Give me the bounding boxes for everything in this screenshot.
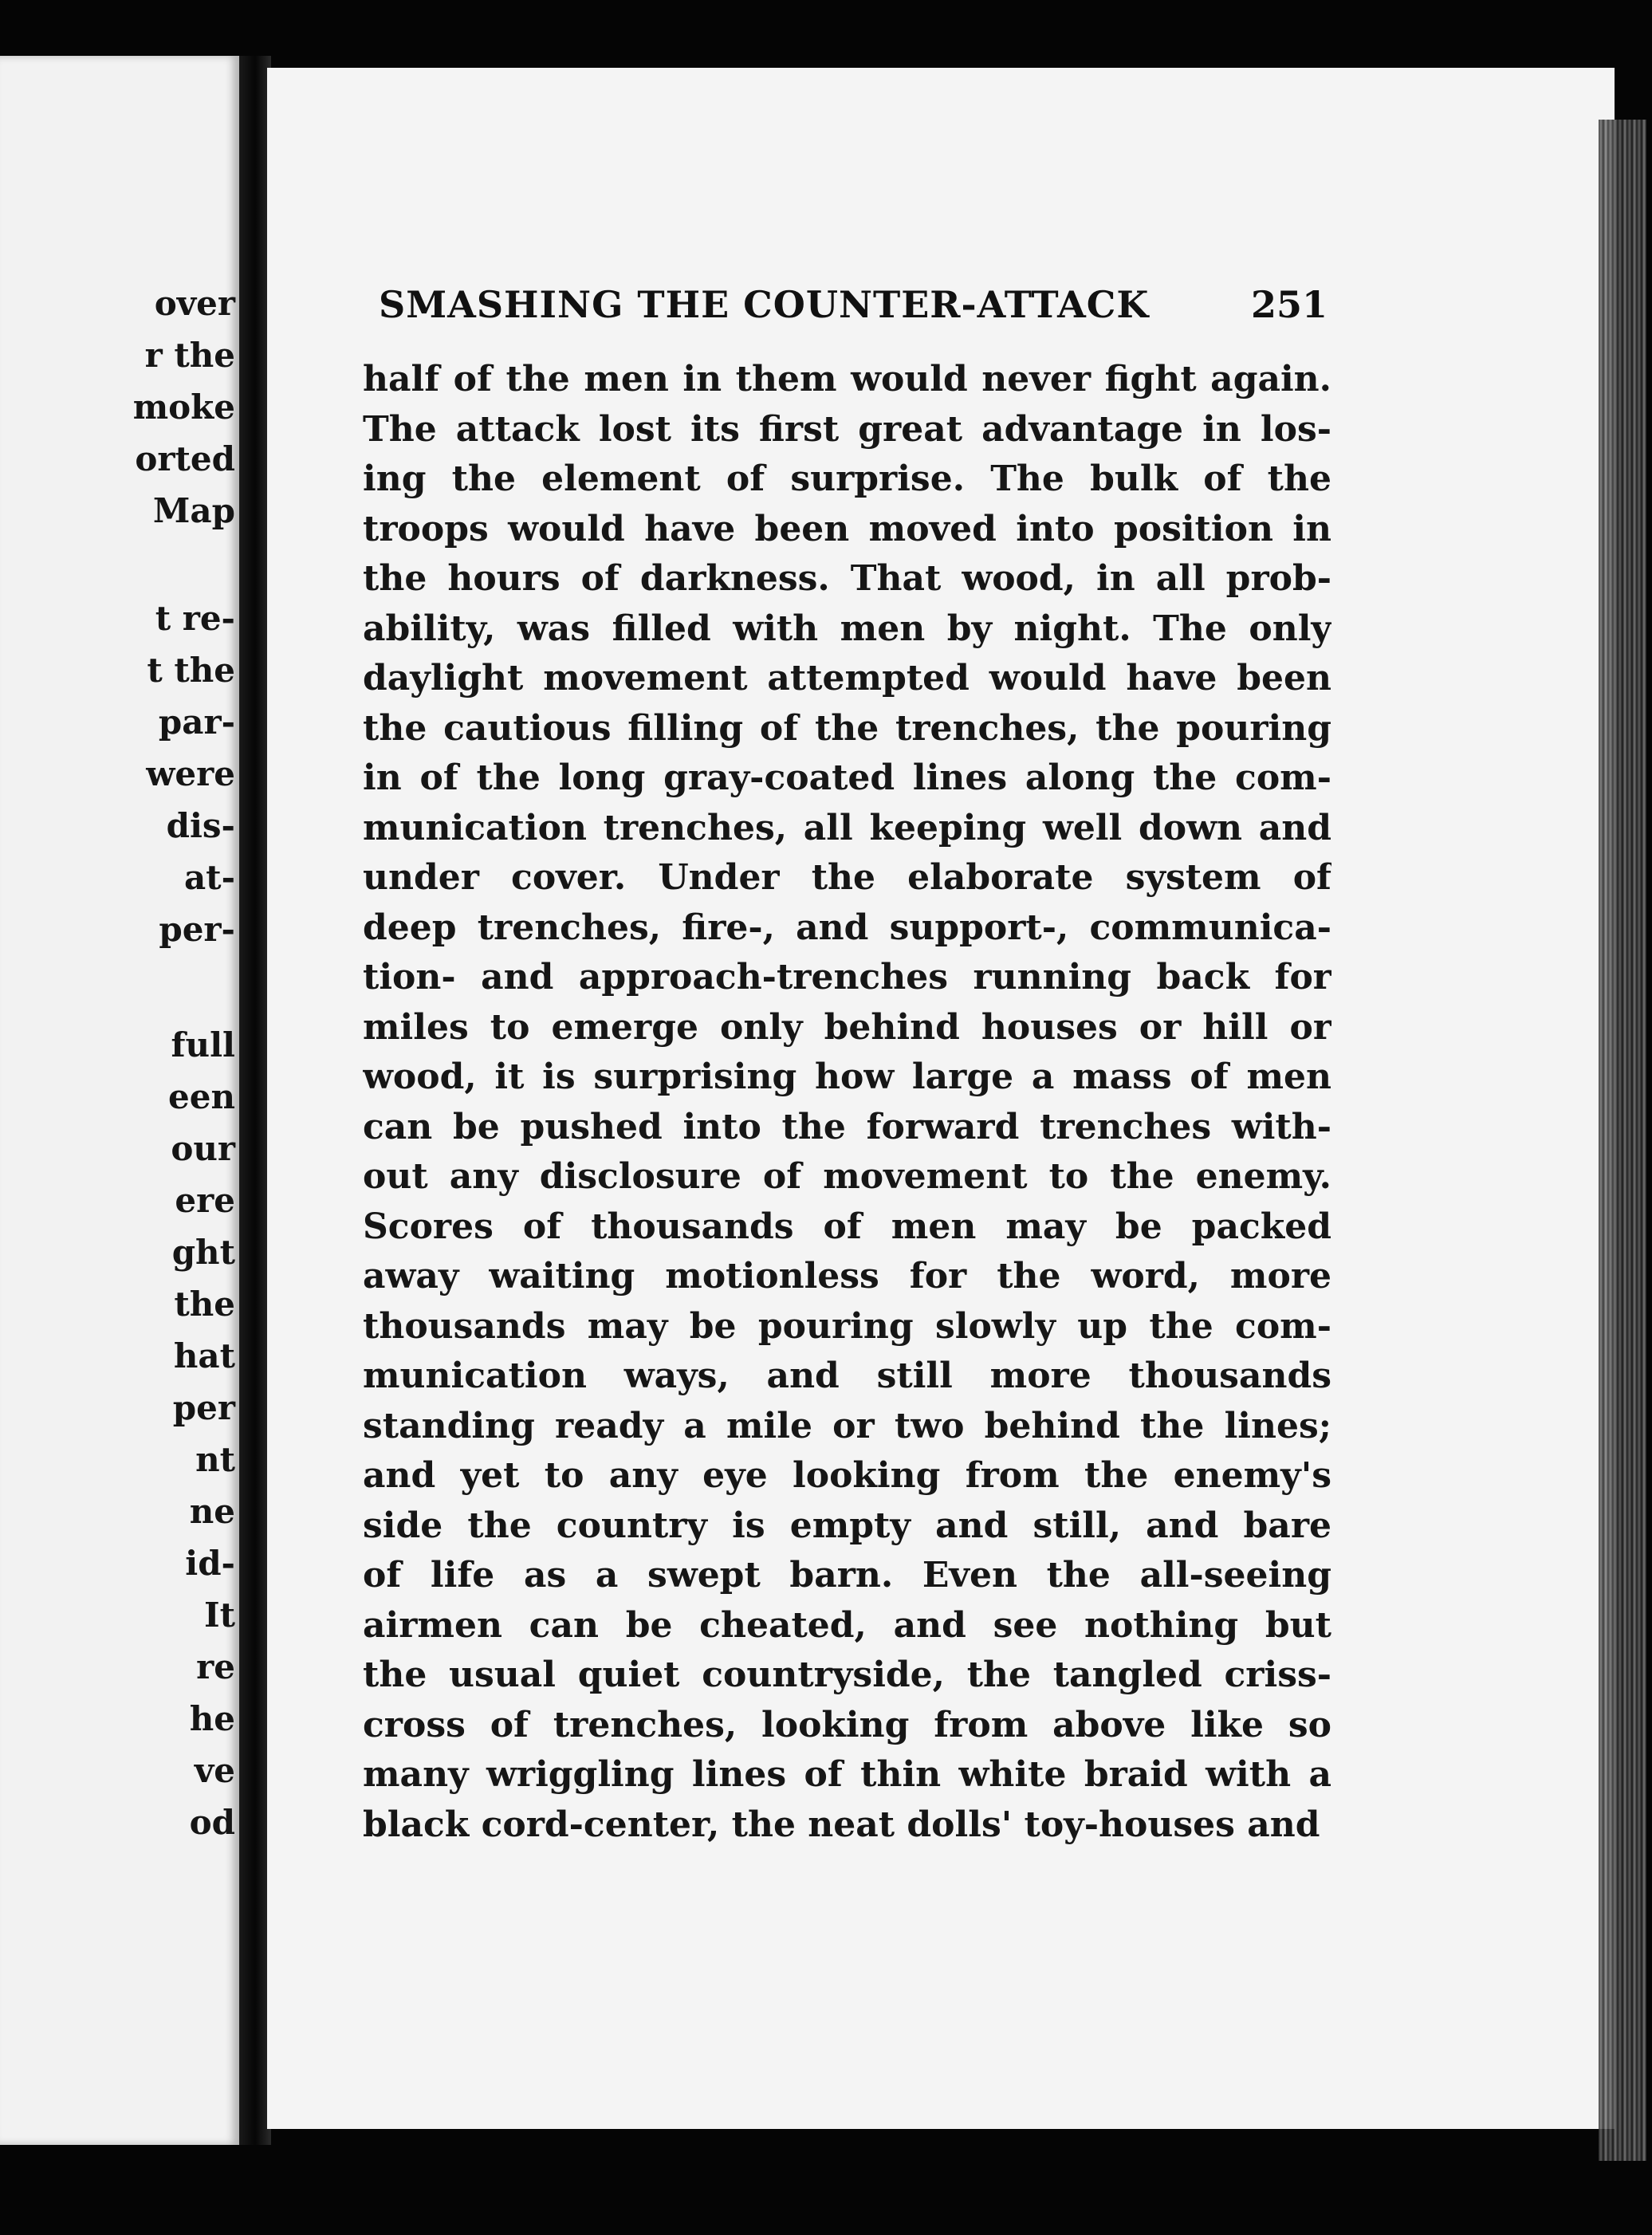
text-line: airmen can be cheated, and see nothing but: [363, 1604, 1331, 1646]
left-page-line-fragment: It: [203, 1596, 235, 1635]
book-gutter: [239, 56, 271, 2145]
left-page-line-fragment: ne: [189, 1492, 235, 1531]
left-page-line-fragment: he: [189, 1699, 235, 1738]
running-title: SMASHING THE COUNTER-ATTACK: [379, 283, 1150, 326]
text-line: half of the men in them would never fight again.: [363, 359, 1331, 399]
text-line: the cautious filling of the trenches, the pouring: [363, 707, 1331, 749]
left-page-line-fragment: re: [196, 1647, 235, 1686]
text-line: thousands may be pouring slowly up the com-: [363, 1305, 1331, 1347]
text-line: miles to emerge only behind houses or hill or: [363, 1006, 1331, 1048]
left-page-line-fragment: hat: [173, 1336, 235, 1375]
text-line: Scores of thousands of men may be packed: [363, 1206, 1331, 1247]
left-page-line-fragment: over: [154, 284, 235, 323]
text-line: ing the element of surprise. The bulk of the: [363, 458, 1331, 499]
text-line: can be pushed into the forward trenches with-: [363, 1106, 1331, 1147]
text-line: troops would have been moved into position in: [363, 508, 1331, 549]
text-line: side the country is empty and still, and bare: [363, 1505, 1331, 1546]
text-line: tion- and approach-trenches running back for: [363, 957, 1331, 997]
text-line: many wriggling lines of thin white braid with a: [363, 1754, 1331, 1795]
left-page-line-fragment: Map: [152, 491, 235, 530]
left-page-line-fragment: nt: [195, 1440, 235, 1479]
left-page-text: [0, 56, 239, 2145]
text-line: daylight movement attempted would have been: [363, 658, 1331, 698]
text-line: the usual quiet countryside, the tangled criss-: [363, 1655, 1331, 1695]
text-line: under cover. Under the elaborate system of: [363, 857, 1331, 898]
left-page-line-fragment: full: [171, 1025, 235, 1064]
left-page-line-fragment: par-: [158, 702, 235, 742]
text-line: standing ready a mile or two behind the lines;: [363, 1405, 1331, 1446]
left-page-line-fragment: r the: [144, 336, 235, 375]
left-page-line-fragment: our: [171, 1129, 235, 1168]
text-line: munication trenches, all keeping well down and: [363, 807, 1331, 848]
text-line: and yet to any eye looking from the enemy's: [363, 1455, 1331, 1496]
left-page-line-fragment: ve: [194, 1751, 235, 1790]
left-page-line-fragment: od: [189, 1803, 235, 1842]
text-line: black cord-center, the neat dolls' toy-houses and: [363, 1804, 1320, 1845]
left-page-line-fragment: t the: [147, 651, 235, 690]
text-line: munication ways, and still more thousands: [363, 1356, 1331, 1396]
left-page-line-fragment: id-: [185, 1544, 235, 1583]
text-line: of life as a swept barn. Even the all-seeing: [363, 1555, 1331, 1596]
body-text: [363, 355, 1331, 1850]
left-page-line-fragment: the: [174, 1285, 235, 1324]
left-page-line-fragment: t re-: [155, 599, 235, 638]
left-page-line-fragment: per-: [159, 910, 235, 949]
running-head: [379, 281, 1328, 329]
text-line: in of the long gray-coated lines along the com-: [363, 757, 1331, 798]
page-number: 251: [1250, 283, 1328, 326]
left-page-line-fragment: orted: [135, 439, 235, 478]
text-line: cross of trenches, looking from above like so: [363, 1704, 1331, 1745]
text-line: The attack lost its first great advantage in los-: [363, 408, 1331, 450]
text-line: the hours of darkness. That wood, in all prob-: [363, 558, 1331, 599]
left-page-fragment: [0, 56, 239, 2145]
left-page-line-fragment: ere: [175, 1181, 235, 1220]
text-line: out any disclosure of movement to the enemy.: [363, 1156, 1331, 1197]
left-page-line-fragment: at-: [183, 858, 235, 897]
left-page-line-fragment: een: [168, 1077, 235, 1116]
left-page-line-fragment: ght: [171, 1233, 235, 1272]
left-page-line-fragment: moke: [132, 388, 235, 427]
text-line: away waiting motionless for the word, more: [363, 1256, 1331, 1297]
left-page-line-fragment: dis-: [166, 806, 235, 845]
page-edge-shadow: [1599, 120, 1646, 2161]
left-page-line-fragment: were: [146, 754, 235, 793]
text-line: deep trenches, fire-, and support-, communica-: [363, 907, 1331, 948]
left-page-line-fragment: per: [172, 1388, 235, 1427]
text-line: wood, it is surprising how large a mass of men: [363, 1057, 1331, 1097]
text-line: ability, was filled with men by night. The only: [363, 608, 1331, 649]
